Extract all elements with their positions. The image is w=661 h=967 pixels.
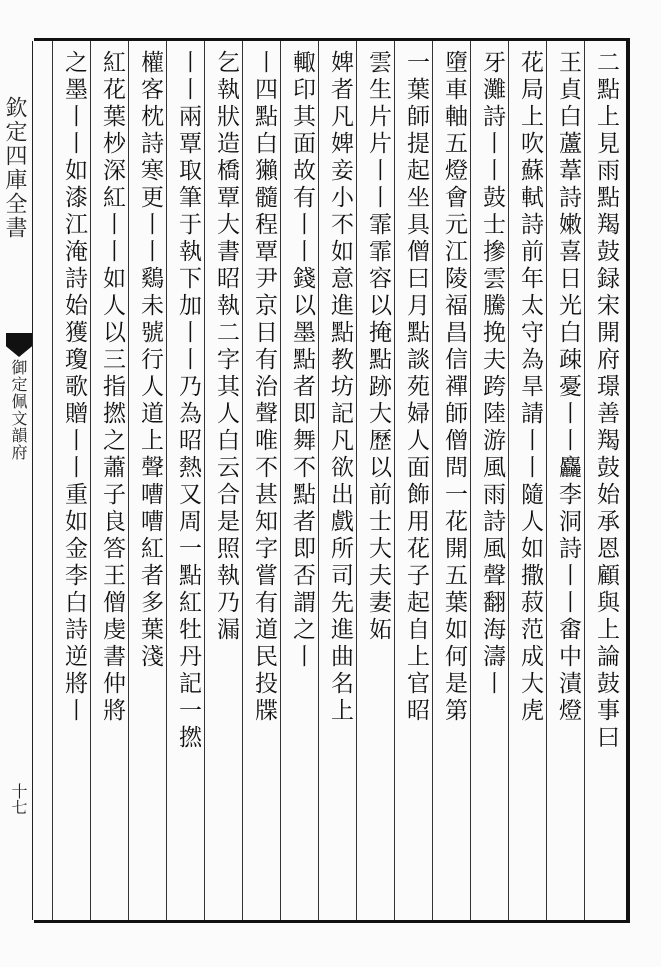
text-column: 二點上見雨點羯鼓録宋開府璟善羯鼓始承恩顧與上論鼓事曰 — [593, 50, 619, 752]
frame-right-border — [626, 38, 630, 923]
edge-header-text: 欽定四庫全書 — [2, 96, 27, 240]
text-column: 花局上吹蘇軾詩前年太守為旱請丨丨隨人如撒菽范成大虎 — [517, 50, 543, 725]
page-margin-strip — [0, 41, 34, 920]
page-number: 十七 — [9, 783, 28, 815]
text-column: 輙印其面故有丨丨錢以墨點者即舞不點者即否謂之丨 — [289, 50, 315, 671]
text-column: 乞執狀造橋覃大書昭執二字其人白云合是照執乃漏 — [213, 50, 239, 644]
text-column: 墮車軸五燈會元江陵福昌信禪師僧問一花開五葉如何是第 — [441, 50, 467, 725]
fish-tail-mark-icon — [6, 333, 32, 357]
column-rule — [52, 41, 53, 920]
text-column: 紅花葉杪深紅丨丨如人以三指撚之蕭子良答王僧虔書仲將 — [99, 50, 125, 725]
text-column: 丨丨兩覃取筆于執下加丨丨乃為昭熱又周一點紅牡丹記一撚 — [175, 50, 201, 752]
text-column: 王貞白蘆葦詩嫩喜日光白疎憂丨丨麤李洞詩丨丨畬中漬燈 — [555, 50, 581, 725]
text-column: 雲生片片丨丨霏霏容以掩點跡大歷以前士大夫妻妬 — [365, 50, 391, 644]
text-column: 之墨丨丨如漆江淹詩始獲瓊歌贈丨丨重如金李白詩逆將丨 — [61, 50, 87, 725]
margin-divider — [32, 41, 33, 920]
text-column: 牙灘詩丨丨鼓士摻雲騰挽夫跨陸游風雨詩風聲翻海濤丨 — [479, 50, 505, 698]
frame-bottom-border — [34, 920, 630, 923]
book-title: 御定佩文韻府 — [9, 359, 28, 461]
text-column: 權客枕詩寒更丨丨鷄未號行人道上聲嘈嘈紅者多葉淺 — [137, 50, 163, 671]
text-column: 一葉師提起坐具僧曰月點談苑婦人面飾用花子起自上官昭 — [403, 50, 429, 725]
text-column: 丨四點白獺髓程覃尹京日有治聲唯不甚知字嘗有道民投牒 — [251, 50, 277, 725]
frame-top-border — [34, 38, 630, 41]
text-column: 婢者凡婢妾小不如意進點教坊記凡欲出戲所司先進曲名上 — [327, 50, 353, 725]
